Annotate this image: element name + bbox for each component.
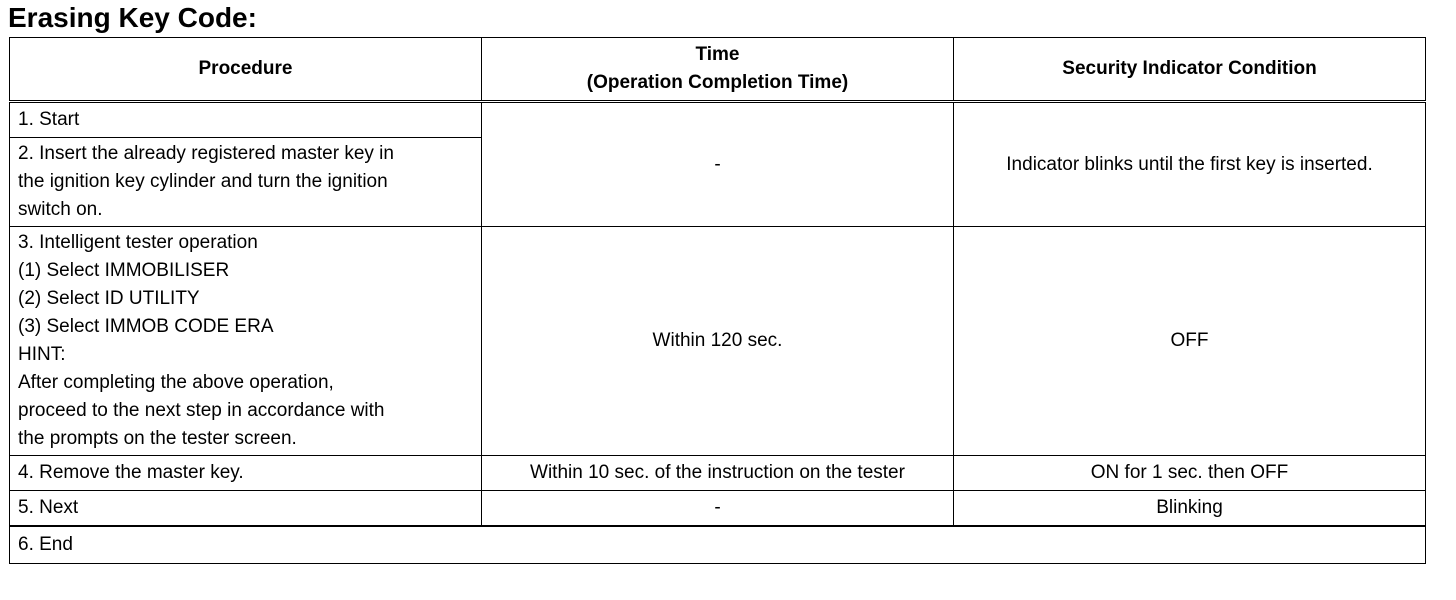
procedure-line: (1) Select IMMOBILISER — [18, 260, 230, 281]
procedure-line: proceed to the next step in accordance with — [18, 400, 385, 421]
table-row-end — [10, 526, 1426, 564]
table-header-row — [10, 38, 1426, 102]
cell-time-remove: Within 10 sec. of the instruction on the tester — [482, 456, 954, 491]
cell-time-tester: Within 120 sec. — [482, 227, 954, 456]
cell-procedure-end: 6. End — [10, 526, 1426, 564]
procedure-line: the prompts on the tester screen. — [18, 428, 297, 449]
table-row-tester — [10, 227, 1426, 456]
cell-indicator-next: Blinking — [954, 491, 1426, 527]
table-row-remove — [10, 456, 1426, 491]
procedure-line: (2) Select ID UTILITY — [18, 288, 200, 309]
header-indicator: Security Indicator Condition — [954, 38, 1426, 102]
header-procedure: Procedure — [10, 38, 482, 102]
procedure-line: (3) Select IMMOB CODE ERA — [18, 316, 274, 337]
cell-time-insert: - — [482, 102, 954, 227]
cell-procedure-start: 1. Start — [10, 102, 482, 138]
cell-time-next: - — [482, 491, 954, 527]
erasing-key-code-table — [9, 37, 1426, 564]
procedure-line: 3. Intelligent tester operation — [18, 232, 258, 253]
header-time — [482, 38, 954, 102]
cell-procedure-next: 5. Next — [10, 491, 482, 527]
cell-indicator-remove: ON for 1 sec. then OFF — [954, 456, 1426, 491]
procedure-line: the ignition key cylinder and turn the ignition — [18, 171, 388, 192]
procedure-line: switch on. — [18, 199, 103, 220]
cell-indicator-tester: OFF — [954, 227, 1426, 456]
header-time-line1: Time — [695, 44, 740, 65]
procedure-line: HINT: — [18, 344, 66, 365]
cell-procedure-remove: 4. Remove the master key. — [10, 456, 482, 491]
cell-procedure-tester — [10, 227, 482, 456]
page-title: Erasing Key Code: — [8, 2, 257, 33]
procedure-line: 2. Insert the already registered master key in — [18, 143, 394, 164]
header-time-line2: (Operation Completion Time) — [586, 72, 849, 93]
table-row-start — [10, 102, 1426, 138]
cell-procedure-insert — [10, 138, 482, 227]
table-row-next — [10, 491, 1426, 527]
procedure-line: After completing the above operation, — [18, 372, 334, 393]
cell-indicator-insert: Indicator blinks until the first key is inserted. — [954, 102, 1426, 227]
